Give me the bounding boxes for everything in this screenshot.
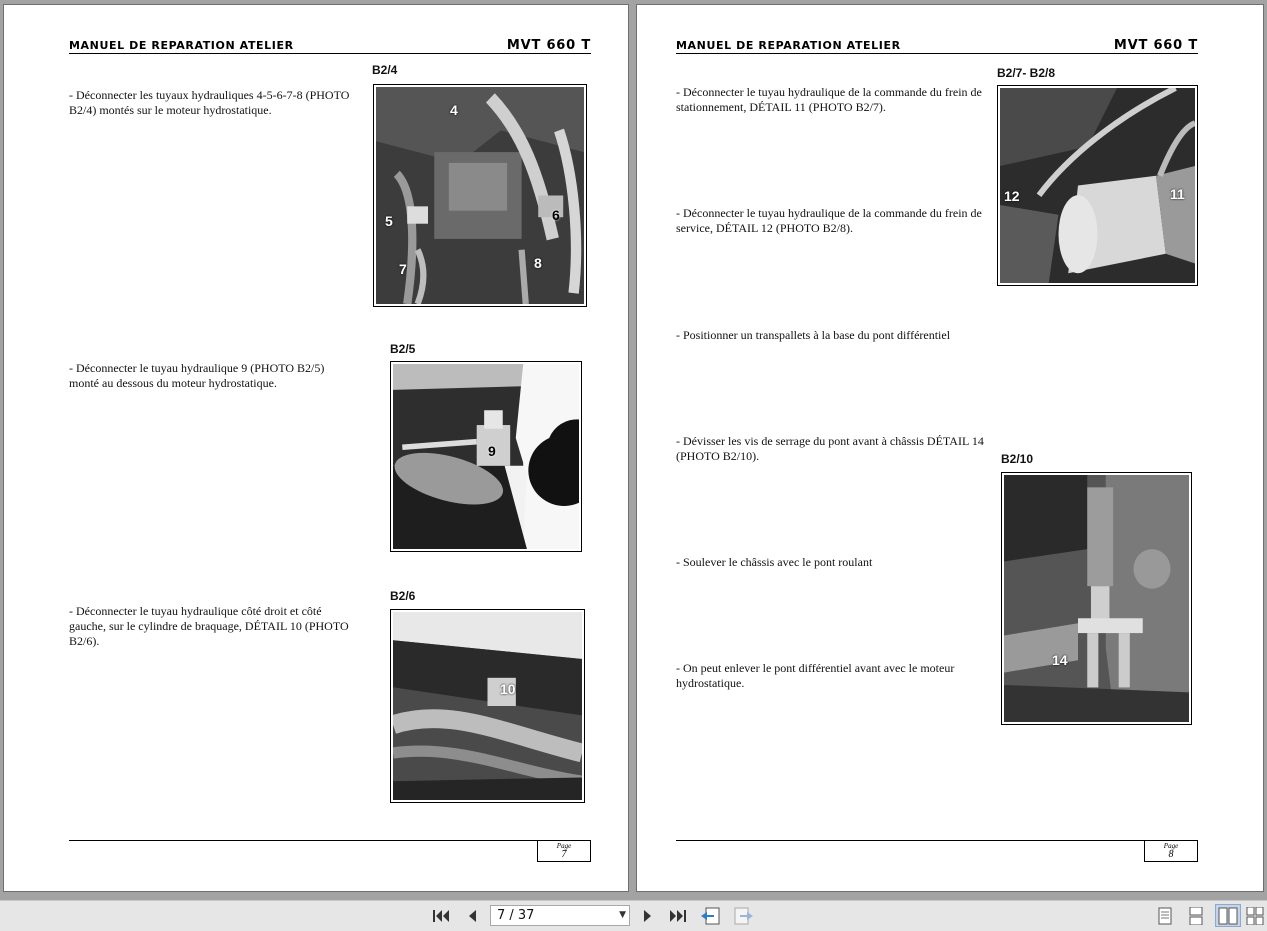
previous-view-icon[interactable] — [699, 905, 723, 927]
step-text: - On peut enlever le pont différentiel avant avec le moteur hydrostatique. — [676, 661, 955, 690]
photo-label: 12 — [1004, 188, 1020, 204]
step-text: - Positionner un transpallets à la base du pont différentiel — [676, 328, 951, 342]
page-footer-rule — [676, 840, 1198, 841]
chevron-down-icon[interactable]: ▼ — [619, 910, 626, 920]
step-text: - Déconnecter les tuyaux hydrauliques 4-5-6-7-8 (PHOTO B2/4) montés sur le moteur hydrostatique. — [69, 88, 350, 117]
photo-caption: B2/5 — [390, 342, 416, 356]
photo-label: 6 — [552, 207, 560, 223]
photo-caption: B2/6 — [390, 589, 416, 603]
page-header — [69, 35, 591, 54]
photo-label: 14 — [1052, 652, 1068, 668]
facing-view-icon[interactable] — [1215, 904, 1241, 927]
page-header — [676, 35, 1198, 54]
header-model: MVT 660 T — [1113, 38, 1198, 53]
photo-b2-7-b2-8 — [997, 85, 1198, 286]
step-text: - Soulever le châssis avec le pont roulant — [676, 555, 873, 569]
page-number-label: Page — [1163, 842, 1179, 850]
photo-label: 5 — [385, 213, 393, 229]
photo-b2-6 — [390, 609, 585, 803]
page-number-field[interactable] — [490, 905, 630, 926]
header-title: MANUEL DE REPARATION ATELIER — [69, 39, 294, 52]
photo-caption: B2/4 — [372, 63, 398, 77]
header-model: MVT 660 T — [506, 38, 591, 53]
photo-label: 7 — [399, 261, 407, 277]
photo-b2-5 — [390, 361, 582, 552]
next-page-icon[interactable] — [636, 905, 660, 927]
photo-label: 11 — [1170, 186, 1185, 202]
first-page-icon[interactable] — [429, 905, 453, 927]
page-8 — [637, 5, 1263, 891]
page-number: 7 — [561, 849, 567, 860]
continuous-facing-view-icon[interactable] — [1244, 904, 1266, 927]
step-text: - Déconnecter le tuyau hydraulique côté droit et côté gauche, sur le cylindre de braquage, DÉTAIL 10 (PHOTO B2/6). — [69, 604, 349, 648]
page-number-label: Page — [556, 842, 572, 850]
photo-caption: B2/7- B2/8 — [997, 66, 1056, 80]
step-text: - Déconnecter le tuyau hydraulique de la commande du frein de stationnement, DÉTAIL 11 (PHOTO B2/7). — [676, 85, 982, 114]
last-page-icon[interactable] — [666, 905, 690, 927]
photo-b2-10 — [1001, 472, 1192, 725]
page-number-box — [537, 840, 591, 862]
page-footer-rule — [69, 840, 591, 841]
photo-label: 4 — [450, 102, 458, 118]
step-text: - Déconnecter le tuyau hydraulique de la commande du frein de service, DÉTAIL 12 (PHOTO B2/8). — [676, 206, 982, 235]
step-text: - Déconnecter le tuyau hydraulique 9 (PHOTO B2/5) monté au dessous du moteur hydrostatique. — [69, 361, 325, 390]
photo-label: 10 — [500, 681, 516, 697]
step-text: - Dévisser les vis de serrage du pont avant à châssis DÉTAIL 14 (PHOTO B2/10). — [676, 434, 984, 463]
next-view-icon[interactable] — [731, 905, 755, 927]
single-page-view-icon[interactable] — [1152, 904, 1178, 927]
photo-caption: B2/10 — [1001, 452, 1034, 466]
photo-b2-4 — [373, 84, 587, 307]
page-number: 8 — [1168, 849, 1174, 860]
previous-page-icon[interactable] — [460, 905, 484, 927]
page-indicator: 7 / 37 — [497, 908, 535, 923]
photo-label: 9 — [488, 443, 496, 459]
page-7 — [4, 5, 628, 891]
page-number-box — [1144, 840, 1198, 862]
header-title: MANUEL DE REPARATION ATELIER — [676, 39, 901, 52]
photo-label: 8 — [534, 255, 542, 271]
viewer-toolbar — [0, 900, 1267, 931]
continuous-view-icon[interactable] — [1183, 904, 1209, 927]
